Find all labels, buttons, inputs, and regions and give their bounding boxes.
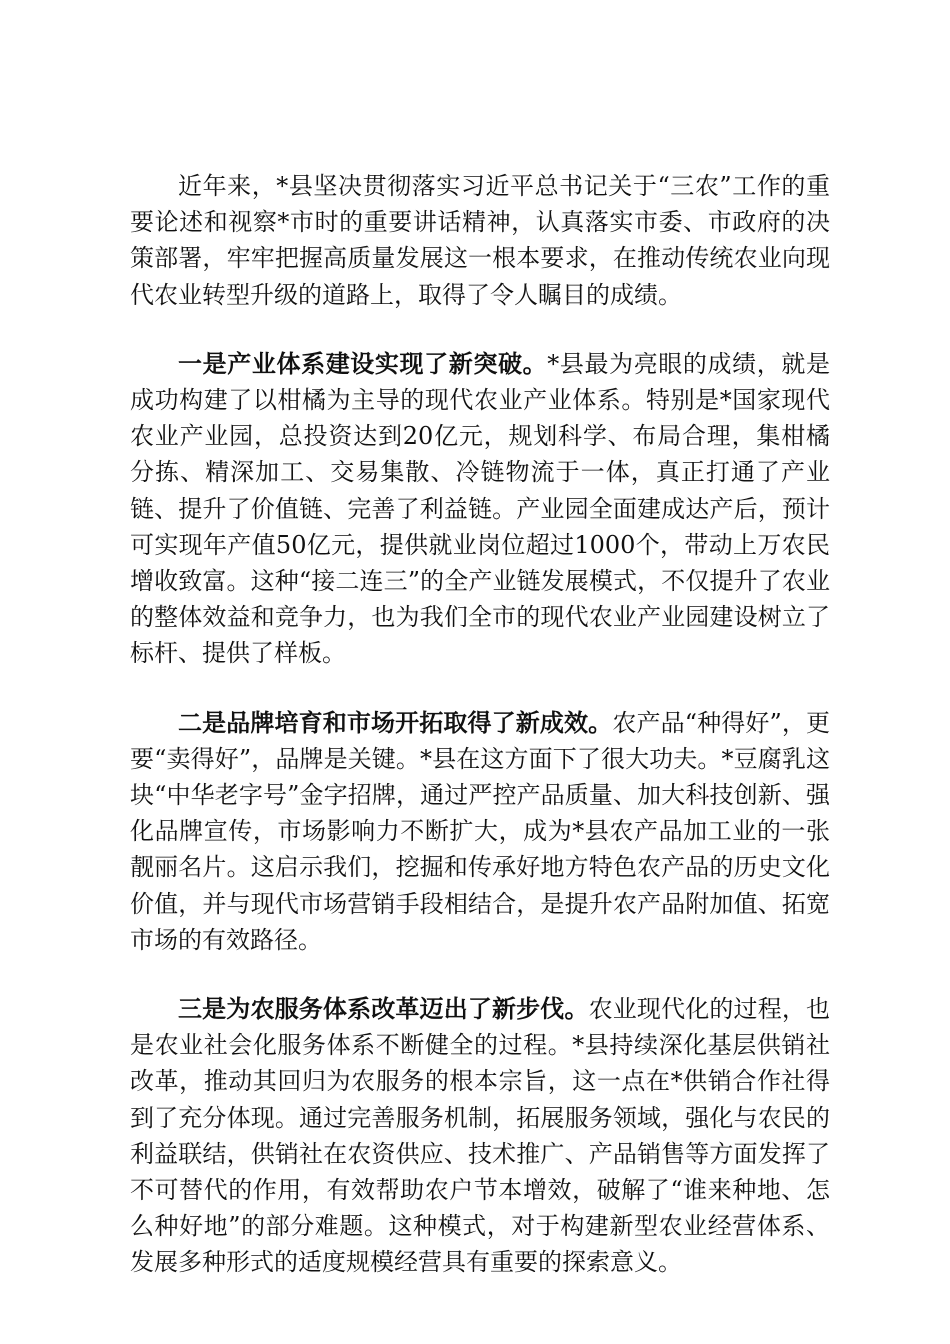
intro-paragraph: 近年来，*县坚决贯彻落实习近平总书记关于“三农”工作的重要论述和视察*市时的重要讲话精神，认真落实市委、市政府的决策部署，牢牢把握高质量发展这一根本要求，在推动传统农业向现代农业转型升级的道路上，取得了令人瞩目的成绩。 xyxy=(130,172,830,309)
section-paragraph-1 xyxy=(130,346,830,672)
section-body-1: *县最为亮眼的成绩，就是成功构建了以柑橘为主导的现代农业产业体系。特别是*国家现代农业产业园，总投资达到20亿元，规划科学、布局合理，集柑橘分拣、精深加工、交易集散、冷链物流于一体，真正打通了产业链、提升了价值链、完善了利益链。产业园全面建成达产后，预计可实现年产值50亿元，提供就业岗位超过1000个，带动上万农民增收致富。这种“接二连三”的全产业链发展模式，不仅提升了农业的整体效益和竞争力，也为我们全市的现代农业产业园建设树立了标杆、提供了样板。 xyxy=(130,349,831,668)
section-body-2: 农产品“种得好”，更要“卖得好”，品牌是关键。*县在这方面下了很大功夫。*豆腐乳这块“中华老字号”金字招牌，通过严控产品质量、加大科技创新、强化品牌宣传，市场影响力不断扩大，成为*县农产品加工业的一张靓丽名片。这启示我们，挖掘和传承好地方特色农产品的历史文化价值，并与现代市场营销手段相结合，是提升农产品附加值、拓宽市场的有效路径。 xyxy=(130,708,831,954)
section-heading-3: 三是为农服务体系改革迈出了新步伐。 xyxy=(178,995,589,1024)
section-paragraph-2 xyxy=(130,705,830,958)
document-page xyxy=(130,168,830,1314)
section-body-3: 农业现代化的过程，也是农业社会化服务体系不断健全的过程。*县持续深化基层供销社改革，推动其回归为农服务的根本宗旨，这一点在*供销合作社得到了充分体现。通过完善服务机制，拓展服务领域，强化与农民的利益联结，供销社在农资供应、技术推广、产品销售等方面发挥了不可替代的作用，有效帮助农户节本增效，破解了“谁来种地、怎么种好地”的部分难题。这种模式，对于构建新型农业经营体系、发展多种形式的适度规模经营具有重要的探索意义。 xyxy=(130,995,831,1277)
section-paragraph-3 xyxy=(130,991,830,1281)
section-heading-2: 二是品牌培育和市场开拓取得了新成效。 xyxy=(178,708,613,737)
section-heading-1: 一是产业体系建设实现了新突破。 xyxy=(178,349,548,378)
